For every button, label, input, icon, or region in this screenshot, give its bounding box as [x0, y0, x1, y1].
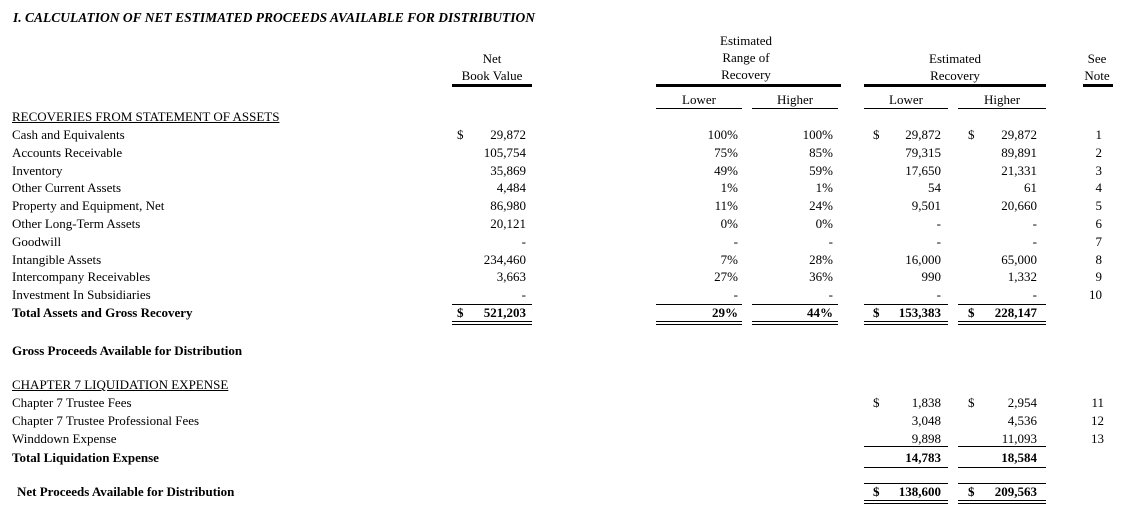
- asset-pct-high: 1%: [815, 180, 833, 195]
- asset-recovery-high: 20,660: [1001, 198, 1037, 213]
- expense-rule-low: [864, 446, 948, 447]
- header-range-lower: Lower: [682, 92, 716, 107]
- asset-recovery-low: 16,000: [905, 252, 941, 267]
- net-proceeds-double-rule-high: [958, 500, 1046, 504]
- expense-low: 3,048: [911, 413, 941, 428]
- net-proceeds-low-dollar: $: [873, 484, 880, 499]
- asset-nbv: 29,872: [490, 127, 526, 142]
- total-assets-pct-low: 29%: [712, 305, 738, 320]
- asset-pct-high: -: [828, 287, 833, 302]
- asset-nbv: 20,121: [490, 216, 526, 231]
- asset-pct-high: 0%: [815, 216, 833, 231]
- asset-high-dollar: $: [968, 127, 975, 142]
- total-double-rule-range-higher: [752, 321, 838, 325]
- asset-label: Goodwill: [12, 234, 62, 249]
- asset-label: Intangible Assets: [12, 252, 102, 267]
- header-rule-recovery: [864, 84, 1046, 87]
- total-double-rule-recovery-lower: [864, 321, 948, 325]
- header-rule-nbv: [452, 84, 532, 87]
- asset-note: 3: [1095, 163, 1102, 178]
- section-liquidation-heading: CHAPTER 7 LIQUIDATION EXPENSE: [12, 377, 229, 392]
- asset-note: 10: [1089, 287, 1102, 302]
- asset-nbv: -: [521, 234, 526, 249]
- net-proceeds-low: 138,600: [898, 484, 941, 499]
- asset-label: Property and Equipment, Net: [12, 198, 165, 213]
- expense-note: 12: [1091, 413, 1104, 428]
- expense-label: Chapter 7 Trustee Fees: [12, 395, 132, 410]
- expense-low: 9,898: [911, 431, 941, 446]
- asset-recovery-low: -: [936, 234, 941, 249]
- header-nbv-line2: Book Value: [461, 68, 523, 83]
- header-recovery-line2: Recovery: [930, 68, 980, 83]
- total-liquidation-label: Total Liquidation Expense: [12, 450, 159, 465]
- expense-note: 13: [1091, 431, 1104, 446]
- asset-recovery-low: 54: [928, 180, 941, 195]
- total-assets-low-dollar: $: [873, 305, 880, 320]
- expense-low-dollar: $: [873, 395, 880, 410]
- asset-note: 5: [1095, 198, 1102, 213]
- subheader-rule-recovery-higher: [958, 108, 1046, 109]
- asset-pct-low: 7%: [720, 252, 738, 267]
- asset-pct-low: 49%: [714, 163, 738, 178]
- expense-high: 11,093: [1001, 431, 1037, 446]
- asset-recovery-low: 17,650: [905, 163, 941, 178]
- total-liquidation-rule-high: [958, 467, 1046, 468]
- total-liquidation-high: 18,584: [1001, 450, 1037, 465]
- header-recovery-lower: Lower: [889, 92, 923, 107]
- asset-recovery-high: 29,872: [1001, 127, 1037, 142]
- asset-recovery-low: -: [936, 216, 941, 231]
- asset-recovery-low: -: [936, 287, 941, 302]
- expense-note: 11: [1091, 395, 1104, 410]
- net-proceeds-label: Net Proceeds Available for Distribution: [17, 484, 235, 499]
- asset-nbv: 86,980: [490, 198, 526, 213]
- asset-pct-low: -: [733, 234, 738, 249]
- gross-proceeds-label: Gross Proceeds Available for Distribution: [12, 343, 243, 358]
- total-assets-pct-high: 44%: [807, 305, 833, 320]
- asset-pct-high: 36%: [809, 269, 833, 284]
- asset-note: 2: [1095, 145, 1102, 160]
- asset-label: Inventory: [12, 163, 63, 178]
- subheader-rule-range-higher: [752, 108, 838, 109]
- asset-note: 8: [1095, 252, 1102, 267]
- asset-recovery-high: -: [1032, 216, 1037, 231]
- header-estimated-recovery: [910, 50, 1000, 84]
- header-range-higher: Higher: [776, 92, 814, 107]
- expense-label: Winddown Expense: [12, 431, 117, 446]
- total-assets-nbv: 521,203: [483, 305, 526, 320]
- report-title: I. CALCULATION OF NET ESTIMATED PROCEEDS AVAILABLE FOR DISTRIBUTION: [13, 10, 535, 25]
- asset-label: Other Current Assets: [12, 180, 122, 195]
- asset-pct-high: 28%: [809, 252, 833, 267]
- asset-note: 7: [1095, 234, 1102, 249]
- asset-pct-low: 11%: [714, 198, 738, 213]
- asset-recovery-low: 29,872: [905, 127, 941, 142]
- asset-pct-high: 24%: [809, 198, 833, 213]
- asset-recovery-high: 61: [1024, 180, 1037, 195]
- header-range-line3: Recovery: [721, 67, 771, 82]
- header-range-of-recovery: [706, 32, 786, 83]
- expense-low: 1,838: [911, 395, 941, 410]
- header-recovery-higher: Higher: [983, 92, 1021, 107]
- header-nbv-line1: Net: [482, 51, 502, 66]
- subheader-rule-recovery-lower: [864, 108, 948, 109]
- asset-recovery-high: -: [1032, 234, 1037, 249]
- asset-label: Investment In Subsidiaries: [12, 287, 151, 302]
- asset-recovery-high: 1,332: [1007, 269, 1037, 284]
- total-assets-low: 153,383: [898, 305, 941, 320]
- asset-pct-low: 1%: [720, 180, 738, 195]
- total-double-rule-range-lower: [656, 321, 742, 325]
- asset-note: 6: [1095, 216, 1102, 231]
- asset-pct-high: 59%: [809, 163, 833, 178]
- net-proceeds-double-rule-low: [864, 500, 948, 504]
- asset-pct-high: 100%: [802, 127, 833, 142]
- asset-nbv: -: [521, 287, 526, 302]
- asset-nbv: 234,460: [483, 252, 526, 267]
- asset-recovery-high: 89,891: [1001, 145, 1037, 160]
- total-assets-high-dollar: $: [968, 305, 975, 320]
- total-assets-nbv-dollar: $: [457, 305, 464, 320]
- expense-label: Chapter 7 Trustee Professional Fees: [12, 413, 200, 428]
- header-range-line2: Range of: [722, 50, 770, 65]
- asset-note: 4: [1095, 180, 1102, 195]
- total-assets-label: Total Assets and Gross Recovery: [12, 305, 193, 320]
- asset-label: Other Long-Term Assets: [12, 216, 141, 231]
- header-note-line2: Note: [1084, 68, 1110, 83]
- asset-label: Intercompany Receivables: [12, 269, 151, 284]
- net-proceeds-high-dollar: $: [968, 484, 975, 499]
- header-recovery-line1: Estimated: [929, 51, 981, 66]
- header-rule-range: [656, 84, 841, 87]
- total-assets-high: 228,147: [994, 305, 1037, 320]
- asset-low-dollar: $: [873, 127, 880, 142]
- header-note-line1: See: [1087, 51, 1107, 66]
- asset-nbv: 35,869: [490, 163, 526, 178]
- asset-pct-high: 85%: [809, 145, 833, 160]
- asset-recovery-high: 65,000: [1001, 252, 1037, 267]
- expense-high: 4,536: [1007, 413, 1037, 428]
- net-proceeds-high: 209,563: [994, 484, 1037, 499]
- expense-high: 2,954: [1007, 395, 1037, 410]
- asset-pct-low: -: [733, 287, 738, 302]
- asset-pct-low: 75%: [714, 145, 738, 160]
- total-liquidation-low: 14,783: [905, 450, 941, 465]
- asset-note: 9: [1095, 269, 1102, 284]
- asset-recovery-high: -: [1032, 287, 1037, 302]
- asset-label: Cash and Equivalents: [12, 127, 125, 142]
- asset-pct-high: -: [828, 234, 833, 249]
- asset-nbv: 105,754: [483, 145, 526, 160]
- asset-recovery-low: 990: [921, 269, 941, 284]
- total-double-rule-nbv: [452, 321, 532, 325]
- asset-recovery-low: 79,315: [905, 145, 941, 160]
- asset-nbv: 4,484: [496, 180, 526, 195]
- header-net-book-value: [452, 50, 532, 84]
- asset-recovery-low: 9,501: [911, 198, 941, 213]
- subheader-rule-range-lower: [656, 108, 742, 109]
- asset-note: 1: [1095, 127, 1102, 142]
- section-recoveries-heading: RECOVERIES FROM STATEMENT OF ASSETS: [12, 109, 280, 124]
- asset-nbv: 3,663: [496, 269, 526, 284]
- expense-rule-high: [958, 446, 1046, 447]
- header-rule-note: [1083, 84, 1113, 87]
- asset-recovery-high: 21,331: [1001, 163, 1037, 178]
- asset-pct-low: 0%: [720, 216, 738, 231]
- asset-pct-low: 100%: [707, 127, 738, 142]
- header-see-note: [1077, 50, 1117, 84]
- asset-pct-low: 27%: [714, 269, 738, 284]
- total-double-rule-recovery-higher: [958, 321, 1046, 325]
- header-range-line1: Estimated: [720, 33, 772, 48]
- asset-label: Accounts Receivable: [12, 145, 123, 160]
- asset-nbv-dollar: $: [457, 127, 464, 142]
- expense-high-dollar: $: [968, 395, 975, 410]
- total-liquidation-rule-low: [864, 467, 948, 468]
